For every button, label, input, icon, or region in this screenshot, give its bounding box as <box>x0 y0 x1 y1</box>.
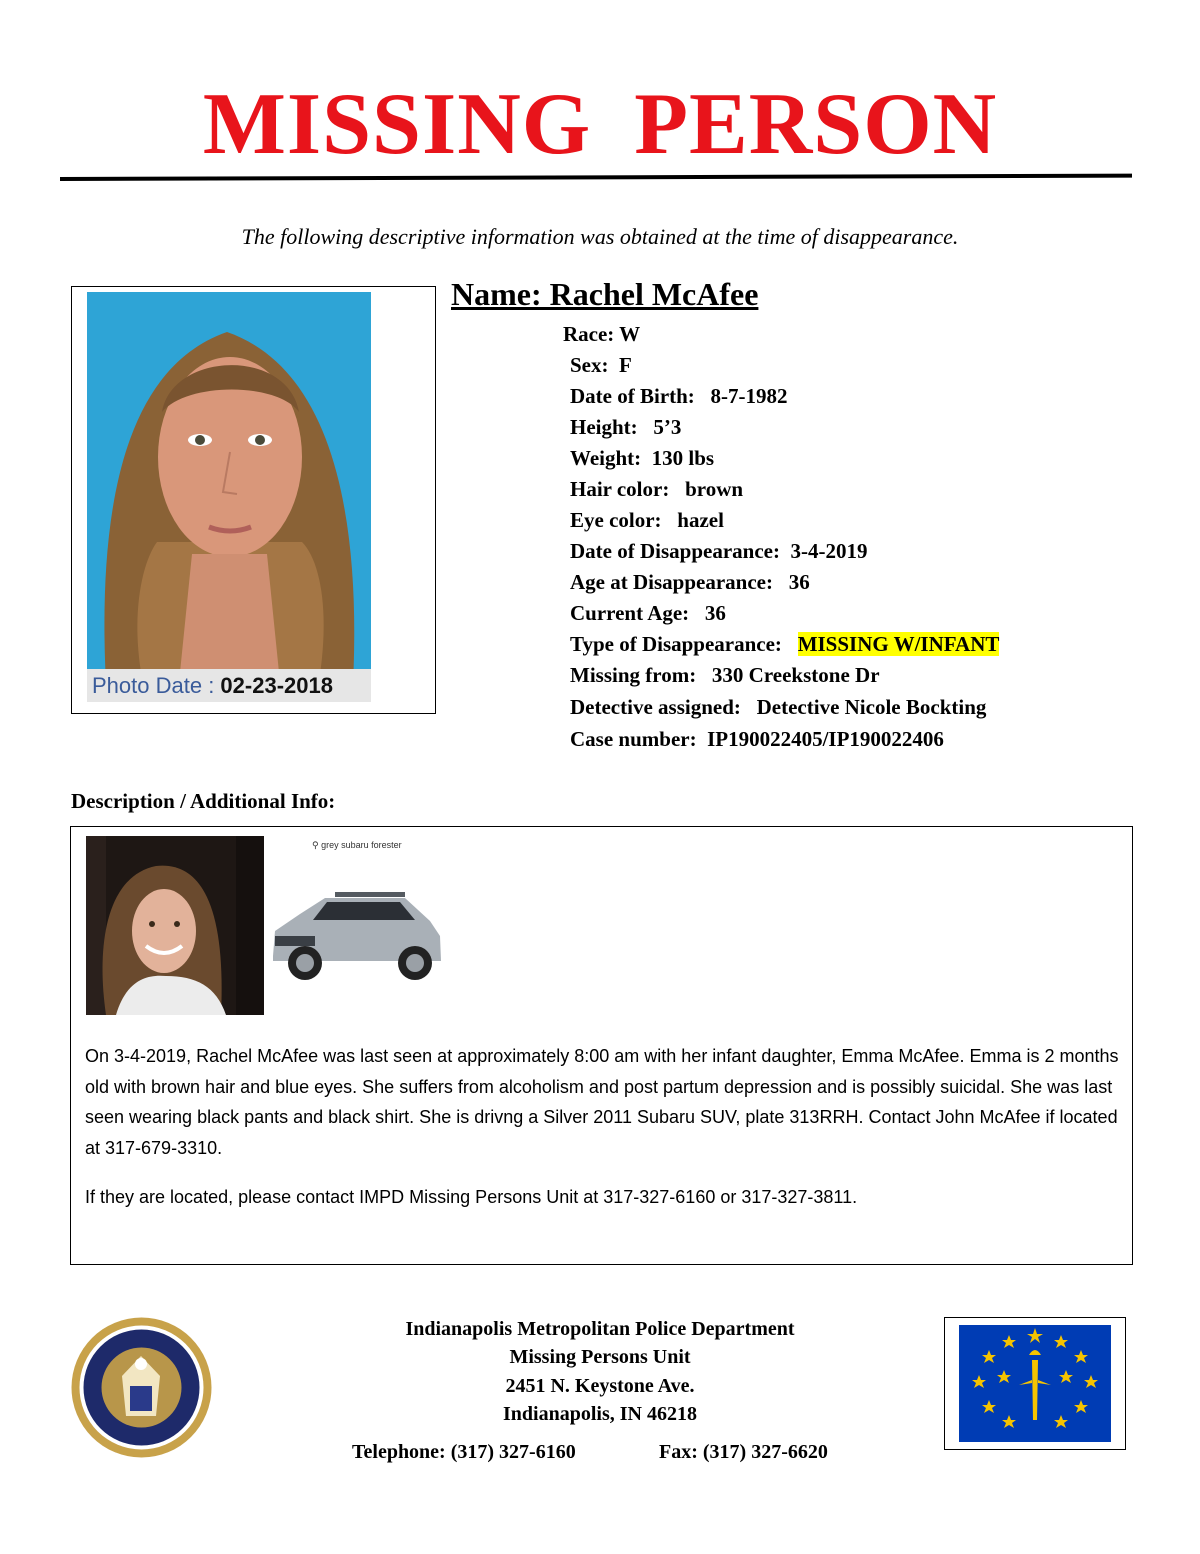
poster-title: MISSING PERSON <box>202 76 998 173</box>
type-highlight: MISSING W/INFANT <box>797 632 1000 656</box>
footer-telephone: Telephone: (317) 327-6160 <box>352 1441 576 1463</box>
footer-city-state-zip: Indianapolis, IN 46218 <box>503 1403 697 1425</box>
footer-fax: Fax: (317) 327-6620 <box>659 1441 828 1463</box>
second-person-photo <box>86 836 264 1015</box>
detail-eye-color: Eye color: hazel <box>570 508 724 532</box>
person-photo <box>87 292 371 702</box>
type-label: Type of Disappearance: <box>570 632 798 656</box>
detail-date-of-birth: Date of Birth: 8-7-1982 <box>570 384 788 408</box>
description-paragraph-2: If they are located, please contact IMPD Missing Persons Unit at 317-327-6160 or 317-327-3811. <box>85 1187 858 1207</box>
detail-case-number: Case number: IP190022405/IP190022406 <box>570 727 944 751</box>
footer-department: Indianapolis Metropolitan Police Department <box>405 1318 795 1340</box>
photo-date-caption <box>87 669 371 702</box>
photo-date-value: 02-23-2018 <box>220 673 333 698</box>
detail-type-of-disappearance <box>570 631 999 657</box>
detail-height: Height: 5’3 <box>570 415 682 439</box>
footer-unit: Missing Persons Unit <box>509 1346 691 1368</box>
detail-age-at-disappearance: Age at Disappearance: 36 <box>570 570 810 594</box>
detail-date-of-disappearance: Date of Disappearance: 3-4-2019 <box>570 539 868 563</box>
person-name: Name: Rachel McAfee <box>451 276 759 312</box>
car-search-text: grey subaru forester <box>321 840 402 850</box>
description-paragraph-1: On 3-4-2019, Rachel McAfee was last seen at approximately 8:00 am with her infant daughter, Emma McAfee. Emma is 2 months old with brown hair and blue eyes. She suffers from alcoholism and post partum depression and is possibly suicidal. She was last seen wearing black pants and black shirt. She is drivng a Silver 2011 Subaru SUV, plate 313RRH. Contact John McAfee if located at 317-679-3310. <box>85 1046 1119 1158</box>
photo-date-label: Photo Date : <box>92 673 221 698</box>
footer-street-address: 2451 N. Keystone Ave. <box>505 1375 695 1397</box>
search-icon: ⚲ <box>312 840 319 850</box>
detail-hair-color: Hair color: brown <box>570 477 744 501</box>
detail-sex: Sex: F <box>570 353 632 377</box>
detail-missing-from: Missing from: 330 Creekstone Dr <box>570 663 880 687</box>
detail-current-age: Current Age: 36 <box>570 601 726 625</box>
car-search-caption <box>312 840 402 851</box>
intro-text: The following descriptive information was obtained at the time of disappearance. <box>241 224 959 249</box>
detail-race: Race: W <box>563 322 641 346</box>
police-seal-logo <box>70 1316 213 1459</box>
detail-detective: Detective assigned: Detective Nicole Bockting <box>570 695 987 719</box>
vehicle-photo <box>265 836 444 1015</box>
indiana-flag-image <box>959 1325 1111 1442</box>
description-heading: Description / Additional Info: <box>71 789 336 813</box>
detail-weight: Weight: 130 lbs <box>570 446 715 470</box>
